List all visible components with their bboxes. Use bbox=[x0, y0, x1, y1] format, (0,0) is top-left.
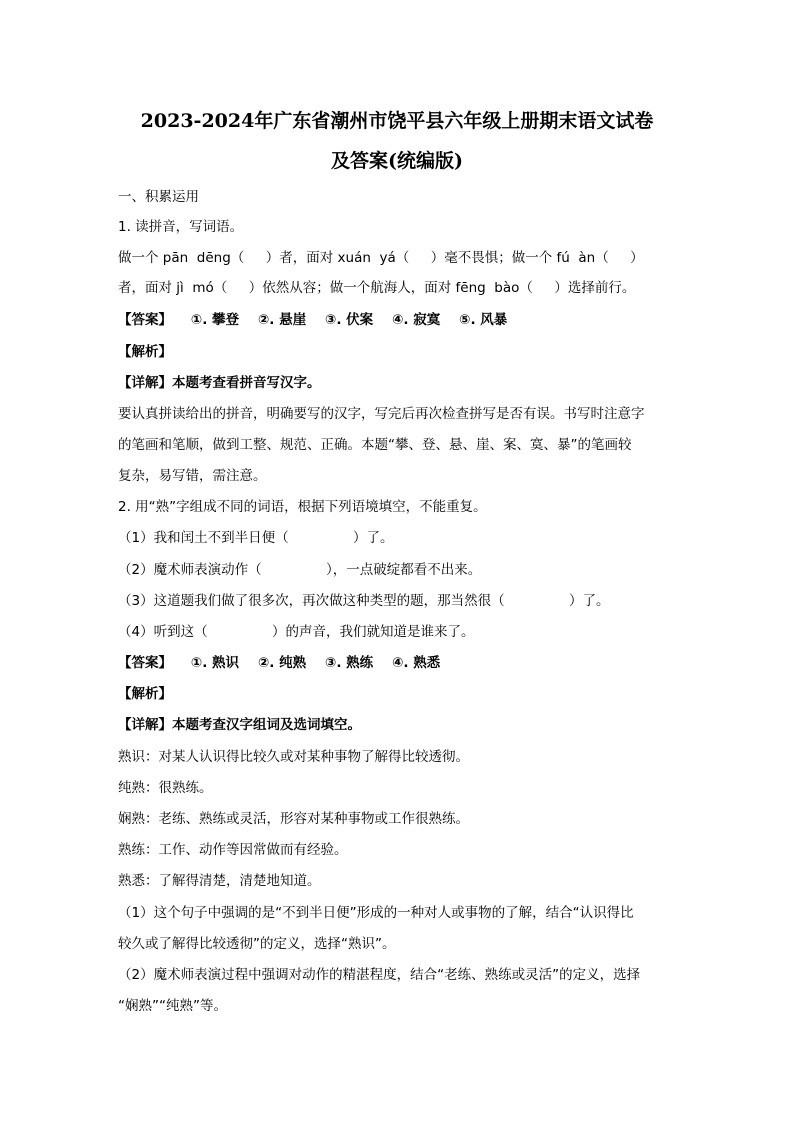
text-line: 【答案】 ①. 攀登 ②. 悬崖 ③. 伏案 ④. 寂寞 ⑤. 风暴 bbox=[118, 312, 508, 328]
text-line: （2）魔术师表演动作（ ），一点破绽都看不出来。 bbox=[118, 562, 482, 578]
text-line: 复杂，易写错，需注意。 bbox=[118, 468, 267, 484]
text-line: 娴熟：老练、熟练或灵活，形容对某种事物或工作很熟练。 bbox=[118, 811, 469, 827]
text-line: 2. 用“熟”字组成不同的词语，根据下列语境填空，不能重复。 bbox=[118, 499, 487, 515]
text-line: 【答案】 ①. 熟识 ②. 纯熟 ③. 熟练 ④. 熟悉 bbox=[118, 655, 441, 671]
text-line: （1）我和闰土不到半日便（ ）了。 bbox=[118, 530, 394, 546]
text-line: 熟悉：了解得清楚，清楚地知道。 bbox=[118, 873, 321, 889]
text-line: 一、积累运用 bbox=[118, 189, 199, 205]
text-line: “娴熟”“纯熟”等。 bbox=[118, 998, 227, 1014]
text-line: 【详解】本题考查汉字组词及选词填空。 bbox=[118, 717, 361, 733]
text-line: 纯熟：很熟练。 bbox=[118, 780, 213, 796]
text-line: 熟识：对某人认识得比较久或对某种事物了解得比较透彻。 bbox=[118, 749, 469, 765]
text-line: 熟练：工作、动作等因常做而有经验。 bbox=[118, 842, 348, 858]
text-line: 【解析】 bbox=[118, 686, 172, 702]
text-line: （1）这个句子中强调的是“不到半日便”形成的一种对人或事物的了解，结合“认识得比 bbox=[118, 905, 634, 921]
text-line: 【解析】 bbox=[118, 344, 172, 360]
document-title-line-2: 及答案(统编版) bbox=[331, 150, 463, 172]
text-line: （3）这道题我们做了很多次，再次做这种类型的题，那当然很（ ）了。 bbox=[118, 593, 610, 609]
text-line: （4）听到这（ ）的声音，我们就知道是谁来了。 bbox=[118, 624, 475, 640]
text-line: 的笔画和笔顺，做到工整、规范、正确。本题“攀、登、悬、崖、案、寞、暴”的笔画较 bbox=[118, 437, 632, 453]
text-line: 1. 读拼音，写词语。 bbox=[118, 219, 244, 235]
text-line: 较久或了解得比较透彻”的定义，选择“熟识”。 bbox=[118, 936, 396, 952]
text-line: 者，面对 jì mó（ ）依然从容；做一个航海人，面对 fēng bào（ ）选择前行。 bbox=[118, 280, 636, 296]
text-line: 要认真拼读给出的拼音，明确要写的汉字，写完后再次检查拼写是否有误。书写时注意字 bbox=[118, 406, 645, 422]
document-title-line-1: 2023-2024年广东省潮州市饶平县六年级上册期末语文试卷 bbox=[140, 110, 654, 132]
text-line: （2）魔术师表演过程中强调对动作的精湛程度，结合“老练、熟练或灵活”的定义，选择 bbox=[118, 967, 641, 983]
text-line: 【详解】本题考查看拼音写汉字。 bbox=[118, 375, 321, 391]
text-line: 做一个 pān dēng（ ）者，面对 xuán yá（ ）毫不畏惧；做一个 fú àn（ ） bbox=[118, 250, 644, 266]
